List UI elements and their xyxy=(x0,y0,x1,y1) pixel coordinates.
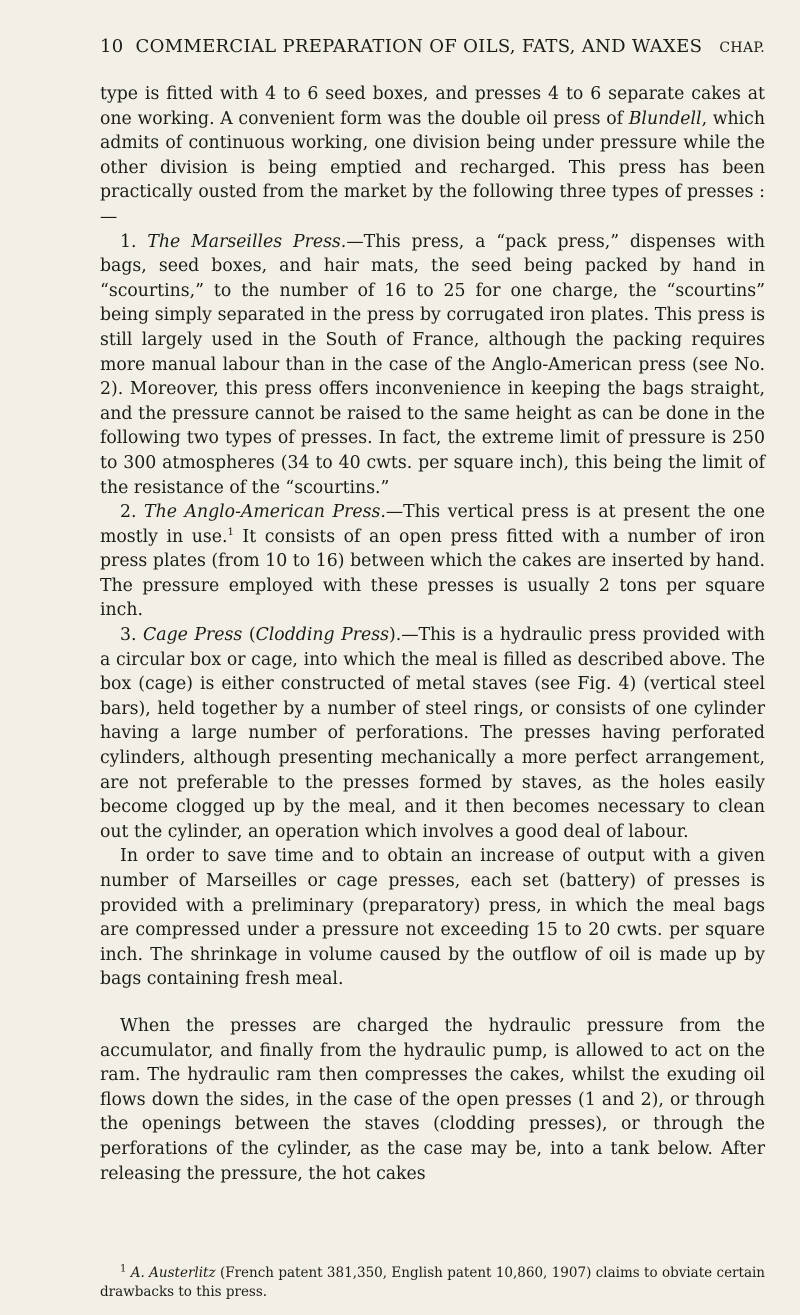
italic-name: Blundell xyxy=(628,108,702,129)
paragraph-preliminary-press: In order to save time and to obtain an increase of output with a given number of Marseilles or cage presses, each set (battery) of presses is provided with a preliminary (preparatory) press, in which the meal bags are compressed under a pressure not exceeding 15 to 20 cwts. per square inch. The shrinkage in volume caused by the outflow of oil is made up by bags containing fresh meal. xyxy=(100,846,765,990)
footnote-author: A. Austerlitz xyxy=(130,1265,216,1281)
footnote-ref: 1 xyxy=(227,526,234,538)
text-run: type is fitted with 4 to 6 seed boxes, and presses 4 to 6 separate cakes at one working. A convenient form was the double oil press of xyxy=(100,84,765,129)
press-title: Cage Press xyxy=(143,625,243,646)
text-run: —This vertical press is at present the one mostly in use. xyxy=(100,502,765,547)
press-title-alt: Clodding Press xyxy=(255,625,389,646)
paragraph-anglo-american-press xyxy=(100,500,765,623)
text-run: It consists of an open press fitted with a number of iron press plates (from 10 to 16) between which the cakes are inserted by hand. The pressure employed with these presses is usually 2 tons per square inch. xyxy=(100,526,765,621)
text-run: ). xyxy=(388,625,402,646)
footnote xyxy=(100,1264,765,1302)
list-number: 3. xyxy=(120,625,144,646)
chapter-abbrev: CHAP. xyxy=(719,40,765,56)
list-number: 1. xyxy=(120,231,148,252)
footnote-marker: 1 xyxy=(120,1263,127,1275)
text-run: , which admits of continuous working, one division being under pressure while the other division is being emptied and recharged. This press has been practically ousted from the market by the following three types of presses :— xyxy=(100,108,765,227)
text-run: —This press, a “pack press,” dispenses with bags, seed boxes, and hair mats, the seed being packed by hand in “scourtins,” to the number of 16 to 25 for one charge, the “scourtins” being simply separated in the press by corrugated iron plates. This press is still largely used in the South of France, although the packing requires more manual labour than in the case of the Anglo-American press (see No. 2). Moreover, this press offers inconvenience in keeping the bags straight, and the pressure cannot be raised to the same height as can be done in the following two types of presses. In fact, the extreme limit of pressure is 250 to 300 atmospheres (34 to 40 cwts. per square inch), this being the limit of the resistance of the “scourtins.” xyxy=(100,231,766,498)
paragraph-cage-press xyxy=(100,623,765,844)
press-title: The Anglo-American Press. xyxy=(144,502,386,523)
paragraph-marseilles-press xyxy=(100,230,765,501)
body-text xyxy=(100,82,765,1186)
page-number: 10 xyxy=(100,36,124,57)
press-title: The Marseilles Press. xyxy=(147,231,347,252)
text-run: ( xyxy=(242,625,256,646)
paragraph-hydraulic-pressure: When the presses are charged the hydraulic pressure from the accumulator, and finally from the hydraulic pump, is allowed to act on the ram. The hydraulic ram then compresses the cakes, whilst the exuding oil flows down the sides, in the case of the open presses (1 and 2), or through the openings between the staves (clodding presses), or through the perforations of the cylinder, as the case may be, into a tank below. After releasing the pressure, the hot cakes xyxy=(100,1015,765,1184)
footnote-text: (French patent 381,350, English patent 10,860, 1907) claims to obviate certain drawbacks to this press. xyxy=(100,1265,766,1300)
paragraph-continued xyxy=(100,82,765,230)
running-header xyxy=(100,36,765,57)
text-run: —This is a hydraulic press provided with a circular box or cage, into which the meal is filled as described above. The box (cage) is either constructed of metal staves (see Fig. 4) (vertical steel bars), held together by a number of steel rings, or consists of one cylinder having a large number of perforations. The presses having perforated cylinders, although presenting mechanically a more perfect arrangement, are not preferable to the presses formed by staves, as the holes easily become clogged up by the meal, and it then becomes necessary to clean out the cylinder, an operation which involves a good deal of labour. xyxy=(100,625,765,842)
list-number: 2. xyxy=(120,502,145,523)
running-title: COMMERCIAL PREPARATION OF OILS, FATS, AND WAXES xyxy=(135,36,703,57)
